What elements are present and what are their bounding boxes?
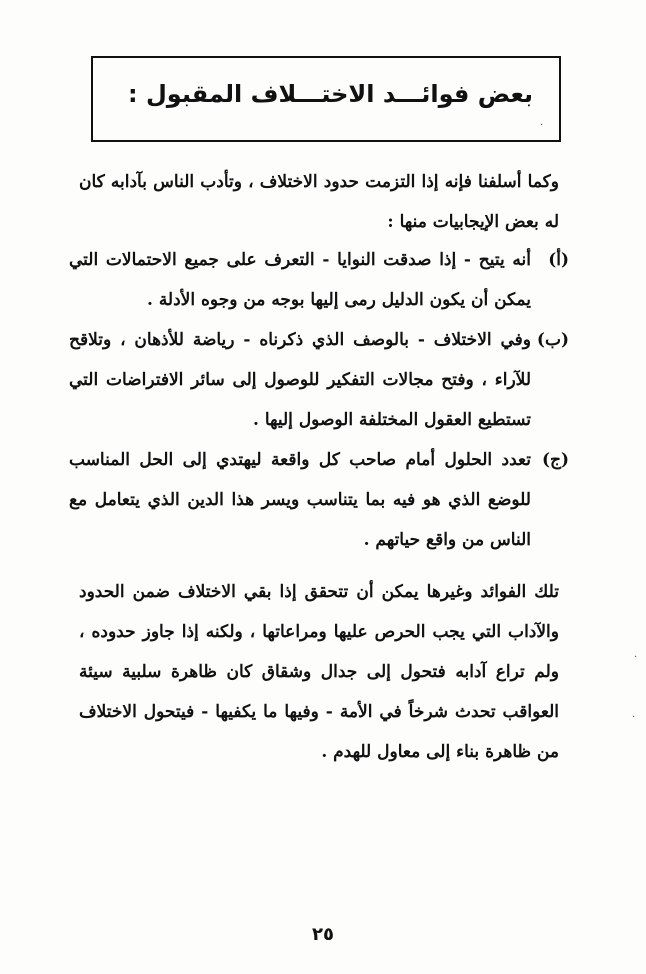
list-item-text: تعدد الحلول أمام صاحب كل واقعة ليهتدي إلى الحل المناسب للوضع الذي هو فيه بما يتناسب ويسر هذا الدين الذي يتعامل مع الناس من واقع حياتهم . [69, 450, 531, 550]
list-item-text: وفي الاختلاف - بالوصف الذي ذكرناه - رياضة للأذهان ، وتلاقح للآراء ، وفتح مجالات التفكير للوصول إلى سائر الافتراضات التي تستطيع العقول المختلفة الوصول إليها . [69, 330, 531, 430]
scan-speck: · [634, 652, 638, 663]
scan-speck: · [632, 712, 636, 723]
list-item [69, 320, 569, 440]
list-item-text: أنه يتيح - إذا صدقت النوايا - التعرف على جميع الاحتمالات التي يمكن أن يكون الدليل رمى إليها بوجه من وجوه الأدلة . [69, 250, 531, 310]
list-item-marker: (ج) [541, 450, 569, 470]
list-item [69, 240, 569, 320]
page-number: ٢٥ [312, 924, 334, 945]
list-item-marker: (ب) [536, 330, 569, 350]
scan-speck: · [540, 120, 544, 131]
heading-frame [91, 56, 561, 142]
intro-paragraph: وكما أسلفنا فإنه إذا التزمت حدود الاختلاف ، وتأدب الناس بآدابه كان له بعض الإيجابيات منها : [79, 172, 559, 232]
list-item [69, 440, 569, 560]
benefits-list [69, 240, 569, 560]
section-heading: بعض فوائـــد الاختـــلاف المقبول : [128, 80, 533, 108]
closing-paragraph: تلك الفوائد وغيرها يمكن أن تتحقق إذا بقي الاختلاف ضمن الحدود والآداب التي يجب الحرص عليها ومراعاتها ، ولكنه إذا جاوز حدوده ، ولم تراع آدابه فتحول إلى جدال وشقاق كان ظاهرة سلبية سيئة العواقب تحدث شرخاً في الأمة - وفيها ما يكفيها - فيتحول الاختلاف من ظاهرة بناء إلى معاول للهدم . [79, 582, 559, 762]
list-item-marker: (أ) [548, 250, 569, 270]
